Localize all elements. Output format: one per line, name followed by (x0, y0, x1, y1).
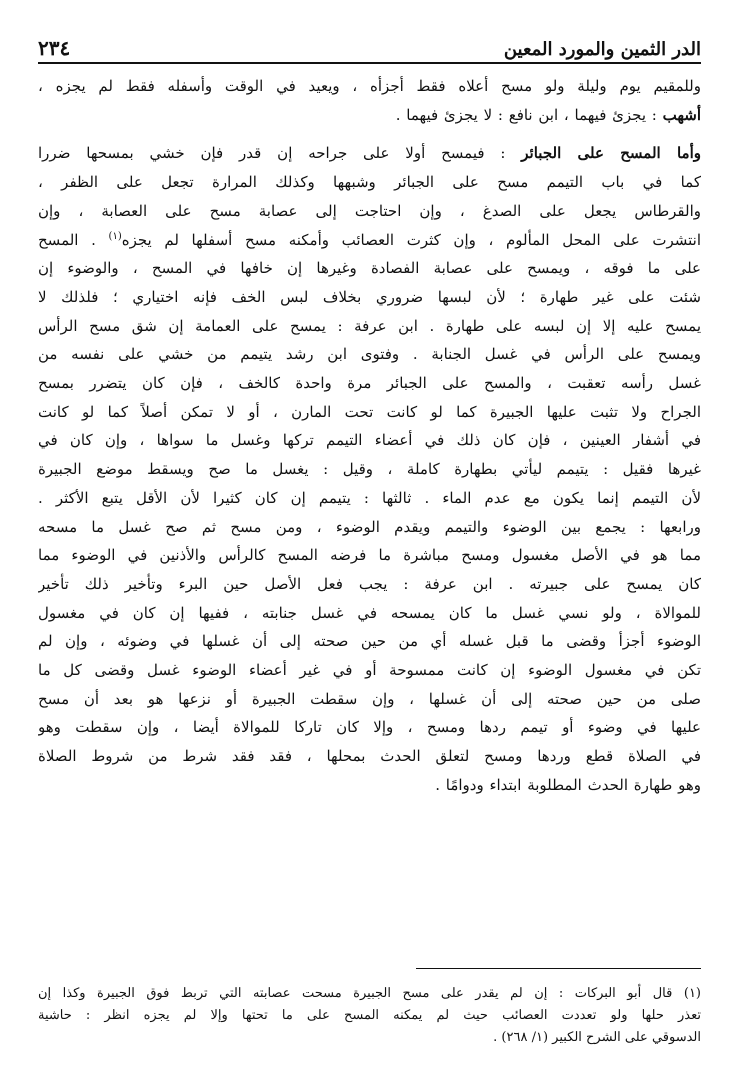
bold-lead-phrase: أشهب (662, 105, 701, 124)
paragraph-gap (38, 129, 701, 139)
bold-lead-phrase: وأما المسح على الجبائر (521, 144, 701, 163)
text-line: للموالاة ، ولو نسي غسل ما كان يمسحه في غسل جنابته ، ففيها إن كان في مغسول (38, 603, 701, 622)
text-line: ويمسح على الرأس في غسل الجنابة . وفتوى ابن رشد يتيمم من خشي على نفسه من (38, 345, 701, 364)
text-line: وهو طهارة الحدث المطلوبة ابتداء ودوامًا . (435, 775, 701, 794)
book-title: الدر الثمين والمورد المعين (503, 39, 701, 60)
text-line: غيرها فقيل : يتيمم ليأتي بطهارة كاملة ، وقيل : يغسل ما صح ويسقط موضع الجبيرة (38, 460, 701, 479)
text-line: الجراح ولا تثبت عليها الجبيرة كما لو كانت تحت المارن ، أو لا تمكن أصلاً كما لو كانت (38, 402, 701, 421)
text-line: تكن في مغسول الوضوء إن كانت ممسوحة أو في غير أعضاء الوضوء غسل وقضى كل ما (38, 661, 701, 680)
text-line: وأما المسح على الجبائر : فيمسح أولا على جراحه إن قدر فإن خشي بمسحها ضررا (38, 144, 701, 163)
footnote-line: (١) قال أبو البركات : إن لم يقدر على مسح الجبيرة مسحت عصابته التي تربط فوق الجبيرة وكذا إن (38, 986, 701, 1001)
text-line: الوضوء أجزأ وقضى ما قبل غسله أي من حين صحته إلى أن غسلها في وضوئه ، وإن لم (38, 632, 701, 651)
text-line: يمسح عليه إلا إن لبسه على طهارة . ابن عرفة : يمسح على العمامة إن شق مسح الرأس (38, 316, 701, 335)
footnote-line: تعذر حلها ولو تعددت العصائب حيث لم يمكنه المسح على ما تحتها وإلا لم يجزه انظر : حاشية (38, 1008, 701, 1023)
page-number: ٢٣٤ (38, 36, 71, 60)
text-line: كان يمسح على جبيرته . ابن عرفة : يجب فعل الأصل حين البرء وتأخير ذلك تأخير (38, 574, 701, 593)
text-line: في الصلاة قطع وردها ومسح لتعلق الحدث بمحلها ، فقد فقد شرط من شروط الصلاة (38, 747, 701, 766)
text-line: شئت على غير طهارة ؛ لأن لبسها ضروري بخلاف لبس الخف فإنه اختياري ؛ فلذلك لا (38, 287, 701, 306)
running-header (38, 30, 701, 64)
footnote-divider (416, 968, 701, 969)
text-line: أشهب : يجزئ فيهما ، ابن نافع : لا يجزئ فيهما . (395, 105, 701, 124)
text-line: لأن التيمم إنما يكون مع عدم الماء . ثالثها : يتيمم إن كان كثيرا لأن الأقل يتبع الأكثر . (38, 488, 701, 507)
text-line: عليها في وضوء أو تيمم ردها ومسح ، وإلا كان تاركا للموالاة أيضا ، وإن سقطت وهو (38, 718, 701, 737)
footnote (38, 983, 701, 1049)
text-line: كما في باب التيمم مسح على الجبائر وشبهها وكذلك المرارة تجعل على الظفر ، (38, 173, 701, 192)
text-line: صلى من حين صحته إلى أن غسلها ، وإن سقطت الجبيرة أو نزعها هو بعد أن مسح (38, 689, 701, 708)
main-text (38, 72, 701, 800)
text-line: على ما فوقه ، ويمسح على عصابة الفصادة وغيرها إن خافها في المسح ، والوضوء إن (38, 259, 701, 278)
text-line: ورابعها : يجمع بين الوضوء والتيمم ويقدم الوضوء ، ومن مسح ثم صح غسل ما مسحه (38, 517, 701, 536)
text-line-footnote-host: انتشرت على المحل المألوم ، وإن كثرت العصائب وأمكنه مسح أسفلها لم يجزه$^{(١)}$ . المسح (38, 230, 701, 249)
footnote-marker[interactable]: (١) (108, 230, 122, 242)
text-line: غسل رأسه تعقبت ، والمسح على الجبائر مرة واحدة كالخف ، فإن كان يتضرر بمسح (38, 374, 701, 393)
text-line: وللمقيم يوم وليلة ولو مسح أعلاه فقط أجزأه ، ويعيد في الوقت وأسفله فقط لم يجزه ، (38, 77, 701, 95)
text-line: مما هو في الأصل مغسول ومسح مباشرة ما فرضه المسح كالرأس والأذنين في الوضوء مما (38, 546, 701, 565)
text-line: في أشفار العينين ، فإن كان ذلك في أعضاء التيمم تركها وغسل ما سواها ، وإن كان في (38, 431, 701, 450)
text-line-with-footnote (38, 226, 701, 255)
footnote-line: الدسوقي على الشرح الكبير (١/ ٢٦٨) . (493, 1030, 701, 1045)
text-line: والقرطاس يجعل على الصدغ ، وإن احتاجت إلى عصابة مسح على العصابة ، وإن (38, 201, 701, 220)
